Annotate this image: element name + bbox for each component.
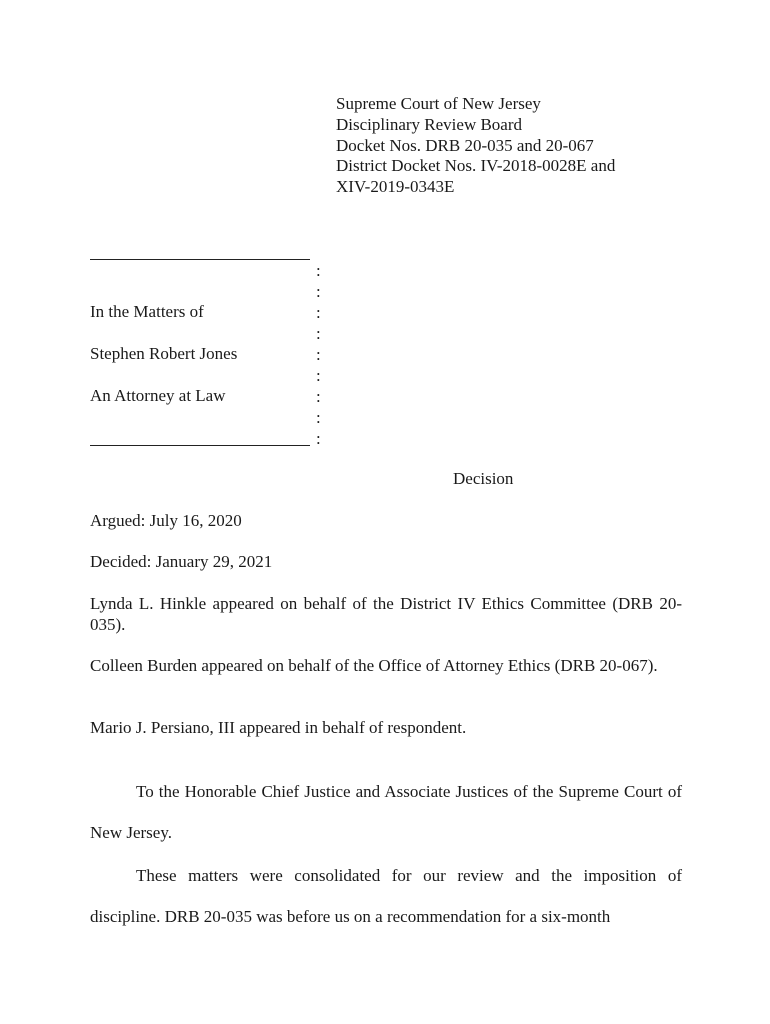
caption-respondent-name: Stephen Robert Jones	[90, 344, 238, 363]
case-header	[336, 94, 615, 198]
court-name: Supreme Court of New Jersey	[336, 94, 541, 113]
salutation-paragraph: To the Honorable Chief Justice and Associate Justices of the Supreme Court of New Jersey.	[90, 782, 682, 842]
caption-colon: :	[316, 282, 321, 301]
document-title: Decision	[453, 469, 514, 488]
caption-colon: :	[316, 429, 321, 448]
caption-matter: In the Matters of	[90, 302, 204, 321]
docket-numbers: Docket Nos. DRB 20-035 and 20-067	[336, 135, 594, 155]
caption-colon: :	[316, 366, 321, 385]
caption-respondent-role: An Attorney at Law	[90, 386, 226, 405]
caption-colon: :	[316, 387, 321, 406]
body-paragraph: These matters were consolidated for our review and the imposition of discipline. DRB 20-035 was before us on a recommendation for a six-month	[90, 866, 682, 926]
caption-colon: :	[316, 303, 321, 322]
appearance-attorney-ethics: Colleen Burden appeared on behalf of the Office of Attorney Ethics (DRB 20-067).	[90, 656, 658, 675]
argued-date: Argued: July 16, 2020	[90, 511, 242, 530]
caption-colon: :	[316, 345, 321, 364]
caption-top-rule	[90, 259, 310, 260]
decided-date: Decided: January 29, 2021	[90, 552, 273, 571]
district-docket-line-2: XIV-2019-0343E	[336, 177, 455, 197]
district-docket-line-1: District Docket Nos. IV-2018-0028E and	[336, 156, 616, 176]
appearance-respondent-counsel: Mario J. Persiano, III appeared in behalf of respondent.	[90, 718, 467, 737]
caption-colon: :	[316, 261, 321, 280]
caption-colon: :	[316, 324, 321, 343]
caption-colon: :	[316, 408, 321, 427]
appearance-district-committee: Lynda L. Hinkle appeared on behalf of the District IV Ethics Committee (DRB 20-035).	[90, 594, 682, 634]
board-name: Disciplinary Review Board	[336, 114, 523, 134]
caption-bottom-rule	[90, 445, 310, 446]
